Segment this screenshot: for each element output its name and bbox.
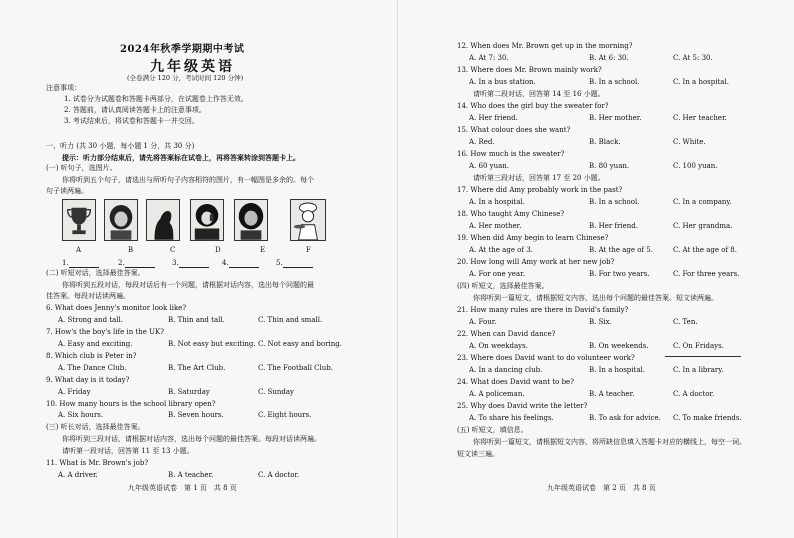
exam-title: 2024年秋季学期期中考试 [120,44,245,55]
girl-phone-icon [190,199,224,241]
option-7a[interactable]: A. Easy and exciting. [58,340,133,348]
option-21c[interactable]: C. Ten. [673,318,698,326]
option-6b[interactable]: B. Thin and tall. [168,316,225,324]
part3-instruction-cont: 请听第一段对话，回答第 11 至 13 小题。 [62,447,194,455]
note-1: 1. 试卷分为试题卷和答题卡两部分，在试题卷上作答无效。 [64,95,248,103]
part2-instruction: 你将听到五段对话，每段对话后有一个问题，请根据对话内容，选出每个问题的最 [62,281,314,289]
option-25c[interactable]: C. To make friends. [673,414,742,422]
question-12: 12. When does Mr. Brown get up in the morning? [457,42,633,50]
question-17: 17. Where did Amy probably work in the past? [457,186,623,194]
option-9b[interactable]: B. Saturday [168,388,210,396]
option-21b[interactable]: B. Six. [589,318,612,326]
instruction-14-16: 请听第二段对话，回答第 14 至 16 小题。 [473,90,605,98]
option-19c[interactable]: C. At the age of 8. [673,246,737,254]
question-18: 18. Who taught Amy Chinese? [457,210,565,218]
option-24c[interactable]: C. A doctor. [673,390,715,398]
answer-blank-4[interactable]: 4. [222,259,259,268]
question-9: 9. What day is it today? [46,376,130,384]
listening-tip: 提示：听力部分结束后，请先将答案标在试卷上，再将答案转涂到答题卡上。 [62,153,300,162]
silhouette-icon [146,199,180,241]
picture-label-e: E [260,246,266,254]
option-12b[interactable]: B. At 6: 30. [589,54,629,62]
option-18b[interactable]: B. Her friend. [589,222,638,230]
option-9a[interactable]: A. Friday [58,388,91,396]
note-2: 2. 答题前，请认真阅读答题卡上的注意事项。 [64,106,206,114]
question-11: 11. What is Mr. Brown's job? [46,459,149,467]
part1-heading: (一) 听句子，选图片。 [46,164,117,172]
option-10b[interactable]: B. Seven hours. [168,411,224,419]
picture-label-f: F [306,246,311,254]
trophy-icon [62,199,96,241]
question-22: 22. When can David dance? [457,330,556,338]
option-13c[interactable]: C. In a hospital. [673,78,729,86]
answer-blank-5[interactable]: 5. [276,259,313,268]
option-11c[interactable]: C. A doctor. [258,471,300,479]
question-15: 15. What colour does she want? [457,126,571,134]
page-footer: 九年级英语试卷 第 2 页 共 8 页 [547,484,656,492]
option-16c[interactable]: C. 100 yuan. [673,162,718,170]
page-footer: 九年级英语试卷 第 1 页 共 8 页 [128,484,237,492]
person-hair-icon [104,199,138,241]
page-2 [397,0,794,538]
option-25a[interactable]: A. To share his feelings. [469,414,554,422]
part2-heading: (二) 听短对话，选择最佳答案。 [46,269,145,277]
option-17b[interactable]: B. In a school. [589,198,640,206]
part2-instruction-cont: 佳答案。每段对话读两遍。 [46,292,130,300]
option-12c[interactable]: C. At 5: 30. [673,54,713,62]
question-19: 19. When did Amy begin to learn Chinese? [457,234,609,242]
option-11a[interactable]: A. A driver. [58,471,98,479]
part5-heading: (五) 听短文，填信息。 [457,426,528,434]
answer-blank-1[interactable]: 1. [62,259,99,268]
option-19b[interactable]: B. At the age of 5. [589,246,653,254]
notes-heading: 注意事项： [46,84,81,92]
option-23c[interactable]: C. In a library. [673,366,724,374]
question-24: 24. What does David want to be? [457,378,574,386]
option-15c[interactable]: C. White. [673,138,706,146]
question-21: 21. How many rules are there in David's family? [457,306,629,314]
option-12a[interactable]: A. At 7: 30. [469,54,509,62]
option-20c[interactable]: C. For three years. [673,270,740,278]
option-18a[interactable]: A. Her mother. [469,222,522,230]
option-20b[interactable]: B. For two years. [589,270,650,278]
question-8: 8. Which club is Peter in? [46,352,137,360]
question-10: 10. How many hours is the school library open? [46,400,216,408]
option-18c[interactable]: C. Her grandma. [673,222,733,230]
part1-instruction-cont: 句子读两遍。 [46,187,88,195]
section1-heading: 一、听力 (共 30 小题，每小题 1 分，共 30 分) [46,142,195,150]
option-22a[interactable]: A. On weekdays. [469,342,528,350]
question-20: 20. How long will Amy work at her new job? [457,258,615,266]
option-17c[interactable]: C. In a company. [673,198,732,206]
picture-label-c: C [170,246,176,254]
stray-mark [665,356,741,357]
option-25b[interactable]: B. To ask for advice. [589,414,661,422]
option-6c[interactable]: C. Thin and small. [258,316,323,324]
picture-label-a: A [76,246,82,254]
option-9c[interactable]: C. Sunday [258,388,294,396]
part5-instruction-cont: 短文读三遍。 [457,450,499,458]
option-24a[interactable]: A. A policeman. [469,390,525,398]
instruction-17-20: 请听第三段对话，回答第 17 至 20 小题。 [473,174,605,182]
option-6a[interactable]: A. Strong and tall. [58,316,123,324]
question-25: 25. Why does David write the letter? [457,402,588,410]
option-10c[interactable]: C. Eight hours. [258,411,312,419]
note-3: 3. 考试结束后，将试卷和答题卡一并交回。 [64,117,199,125]
option-13b[interactable]: B. In a school. [589,78,640,86]
option-16b[interactable]: B. 80 yuan. [589,162,630,170]
option-21a[interactable]: A. Four. [469,318,497,326]
question-13: 13. Where does Mr. Brown mainly work? [457,66,602,74]
question-16: 16. How much is the sweater? [457,150,565,158]
woman-portrait-icon [234,199,268,241]
subject-title: 九年级英语 [150,59,235,75]
option-8a[interactable]: A. The Dance Club. [58,364,127,372]
question-7: 7. How's the boy's life in the UK? [46,328,165,336]
picture-label-d: D [215,246,221,254]
part4-instruction: 你将听到一篇短文，请根据短文内容，选出每个问题的最佳答案。短文读两遍。 [473,294,718,302]
option-16a[interactable]: A. 60 yuan. [469,162,510,170]
option-23a[interactable]: A. In a dancing club. [469,366,543,374]
option-24b[interactable]: B. A teacher. [589,390,635,398]
picture-label-b: B [128,246,134,254]
option-8c[interactable]: C. The Football Club. [258,364,333,372]
option-7b[interactable]: B. Not easy but exciting. [168,340,256,348]
question-14: 14. Who does the girl buy the sweater for? [457,102,609,110]
option-13a[interactable]: A. In a bus station. [469,78,536,86]
option-15a[interactable]: A. Red. [469,138,495,146]
option-23b[interactable]: B. In a hospital. [589,366,645,374]
option-14b[interactable]: B. Her mother. [589,114,642,122]
option-10a[interactable]: A. Six hours. [58,411,104,419]
chef-cooking-icon [290,199,326,241]
option-8b[interactable]: B. The Art Club. [168,364,226,372]
part5-instruction: 你将听到一篇短文，请根据短文内容，将所缺信息填入答题卡对应的横线上，每空一词。 [473,438,746,446]
option-19a[interactable]: A. At the age of 3. [469,246,533,254]
option-14c[interactable]: C. Her teacher. [673,114,727,122]
option-17a[interactable]: A. In a hospital. [469,198,525,206]
option-11b[interactable]: B. A teacher. [168,471,214,479]
answer-blank-2[interactable]: 2. [118,259,155,268]
part4-heading: (四) 听短文，选择最佳答案。 [457,282,549,290]
score-info: (全卷满分 120 分，考试时间 120 分钟) [127,74,244,82]
option-15b[interactable]: B. Black. [589,138,621,146]
option-20a[interactable]: A. For one year. [469,270,525,278]
option-14a[interactable]: A. Her friend. [469,114,518,122]
question-6: 6. What does Jenny's monitor look like? [46,304,187,312]
option-7c[interactable]: C. Not easy and boring. [258,340,342,348]
part1-instruction: 你将听到五个句子，请选出与所听句子内容相符的图片，有一幅图是多余的。每个 [62,176,314,184]
question-23: 23. Where does David want to do volunteer work? [457,354,635,362]
option-22b[interactable]: B. On weekends. [589,342,649,350]
part3-heading: (三) 听长对话，选择最佳答案。 [46,423,145,431]
part3-instruction: 你将听到三段对话，请根据对话内容，选出每个问题的最佳答案。每段对话读两遍。 [62,435,321,443]
answer-blank-3[interactable]: 3. [172,259,209,268]
option-22c[interactable]: C. On Fridays. [673,342,724,350]
